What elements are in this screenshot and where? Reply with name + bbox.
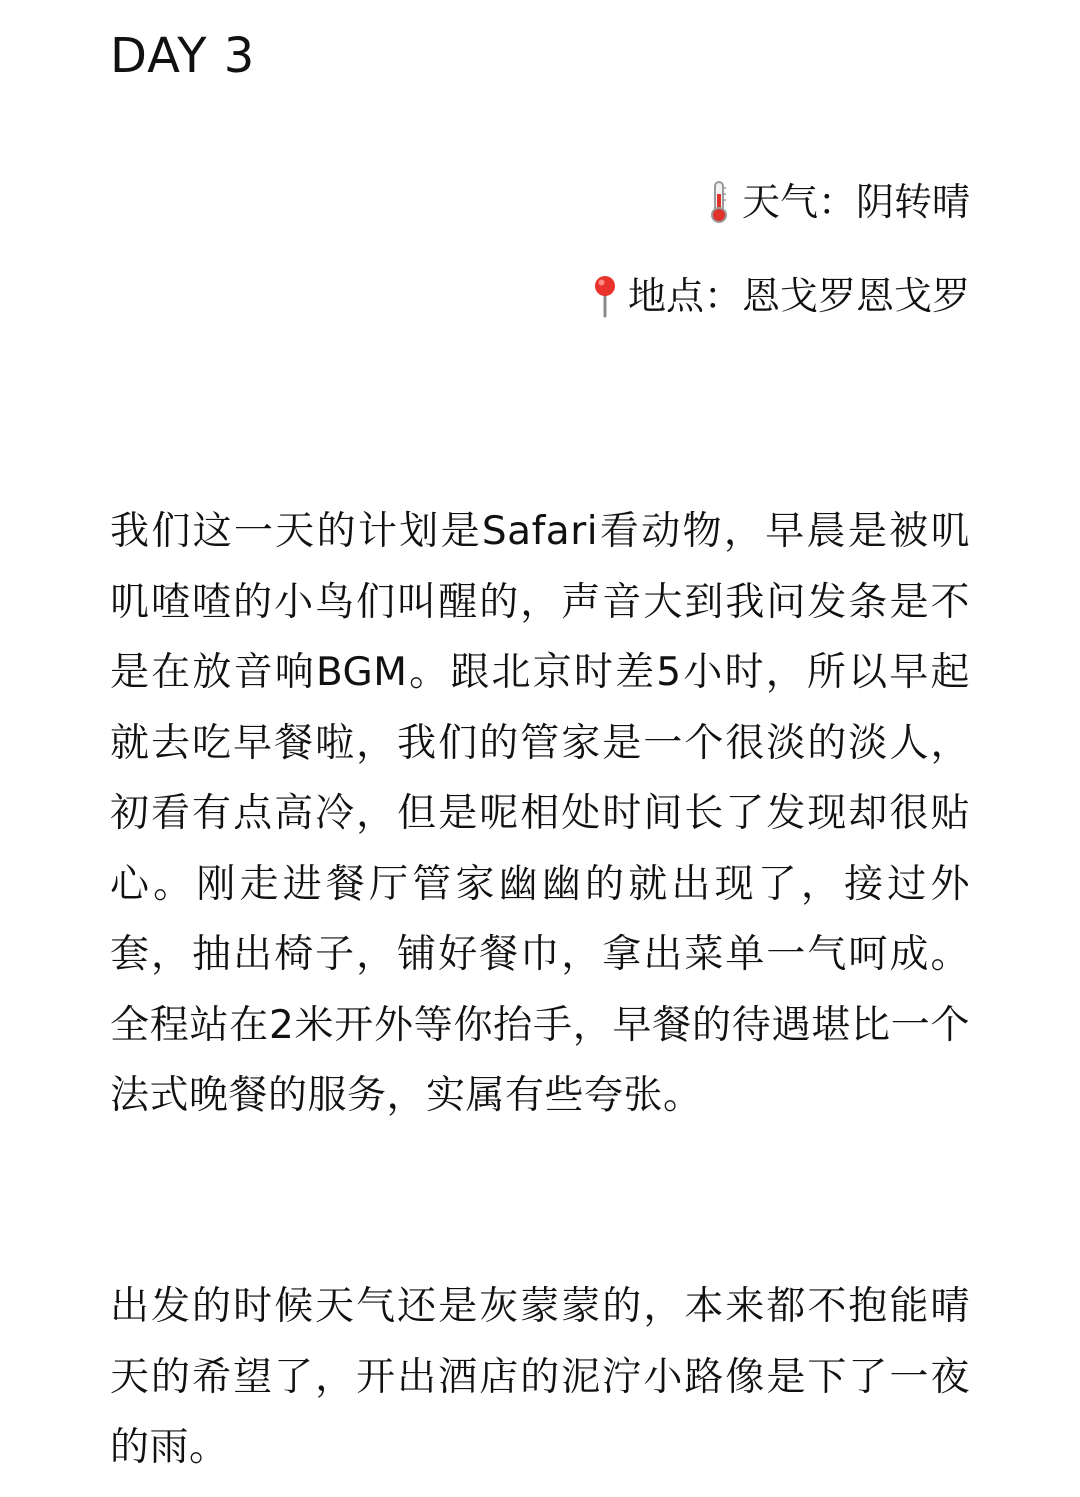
location-line xyxy=(590,272,970,320)
map-pin-icon xyxy=(590,274,620,318)
page-title: DAY 3 xyxy=(110,28,256,84)
location-label: 地点：恩戈罗恩戈罗 xyxy=(627,274,970,318)
thermometer-icon xyxy=(704,180,734,224)
paragraph-breakfast: 我们这一天的计划是Safari看动物，早晨是被叽叽喳喳的小鸟们叫醒的，声音大到我问发条是不是在放音响BGM。跟北京时差5小时，所以早起就去吃早餐啦，我们的管家是一个很淡的淡人，初看有点高冷，但是呢相处时间长了发现却很贴心。刚走进餐厅管家幽幽的就出现了，接过外套，抽出椅子，铺好餐巾，拿出菜单一气呵成。全程站在2米开外等你抬手，早餐的待遇堪比一个法式晚餐的服务，实属有些夸张。 xyxy=(110,509,970,1118)
weather-label: 天气：阴转晴 xyxy=(741,180,970,224)
weather-line xyxy=(704,178,970,226)
paragraph-departure: 出发的时候天气还是灰蒙蒙的，本来都不抱能晴天的希望了，开出酒店的泥泞小路像是下了一夜的雨。 xyxy=(110,1284,970,1470)
